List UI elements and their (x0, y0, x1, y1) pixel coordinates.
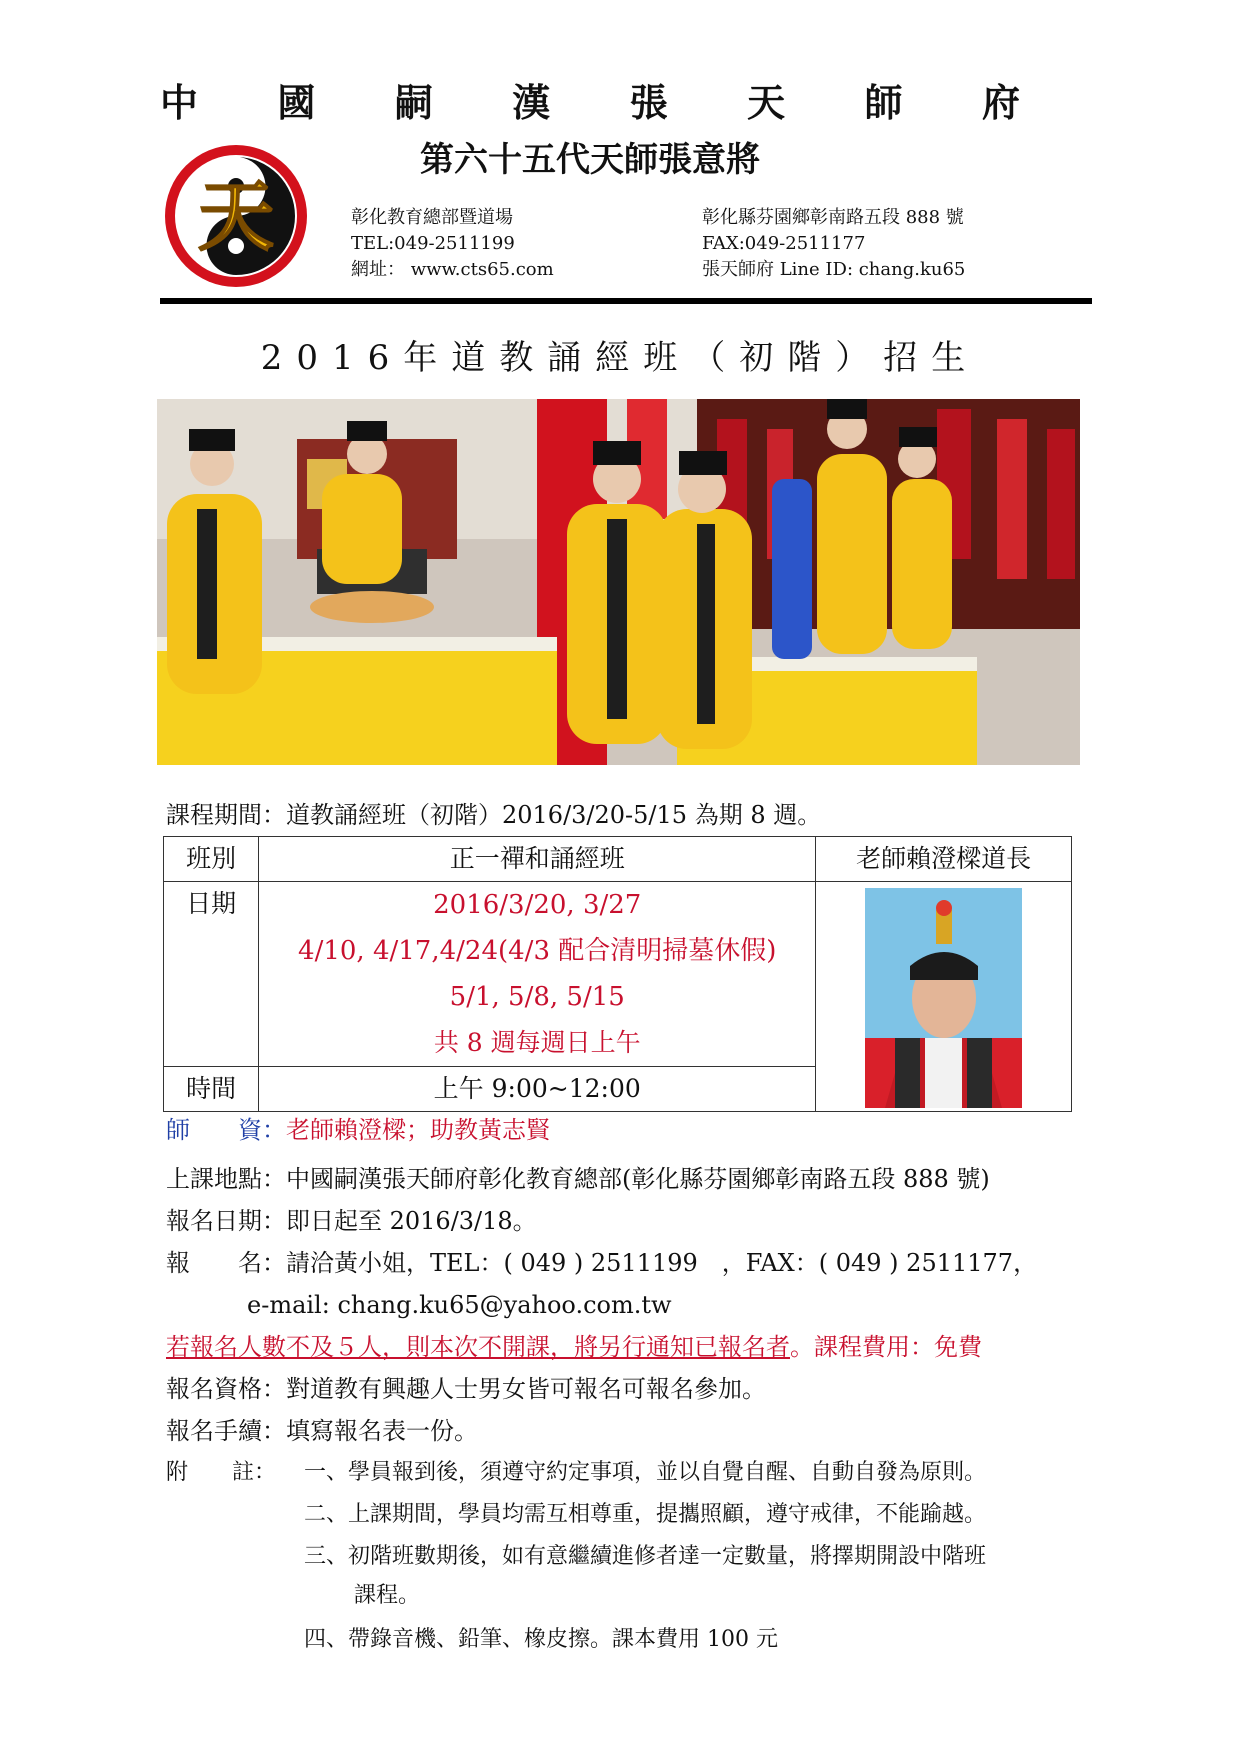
teacher-portrait (865, 888, 1022, 1108)
course-period: 課程期間：道教誦經班（初階）2016/3/20-5/15 為期 8 週。 (166, 801, 822, 829)
time-value: 上午 9:00~12:00 (259, 1067, 816, 1112)
date-line: 2016/3/20, 3/27 (433, 890, 642, 920)
table-row (164, 837, 1072, 882)
signup-date-line: 報名日期：即日起至 2016/3/18。 (166, 1207, 537, 1235)
ceremony-photo (157, 399, 1080, 765)
date-line: 4/10, 4/17,4/24(4/3 配合清明掃墓休假) (298, 936, 777, 966)
notes-label: 附 註： (166, 1460, 277, 1485)
teacher-label: 師 資： (166, 1116, 286, 1144)
contact-left (351, 205, 554, 283)
warning-text: 若報名人數不及５人，則本次不開課，將另行通知已報名者 (166, 1333, 790, 1361)
contact-line: 彰化縣芬園鄉彰南路五段 888 號 (702, 207, 964, 228)
org-char: 國 (277, 80, 316, 125)
signup-contact-line: 報 名：請洽黃小姐，TEL：( 049 ) 2511199 ，FAX：( 049 ) 2511177， (166, 1249, 1038, 1277)
note-line: 三、初階班數期後，如有意繼續進修者達一定數量，將擇期開設中階班 (304, 1544, 987, 1569)
procedure-line: 報名手續：填寫報名表一份。 (166, 1417, 478, 1445)
note-line: 課程。 (354, 1583, 421, 1608)
header-rule (160, 298, 1092, 304)
fee-text: 。課程費用：免費 (790, 1333, 982, 1361)
contact-right (702, 205, 965, 283)
schedule-table (163, 836, 1072, 1112)
document-title: 2016年道教誦經班（初階）招生 (260, 338, 980, 378)
date-values (259, 882, 816, 1067)
org-char: 漢 (512, 80, 551, 125)
date-label: 日期 (164, 882, 259, 1067)
teacher-photo-cell (816, 882, 1072, 1112)
org-char: 張 (629, 80, 668, 125)
contact-line: TEL:049-2511199 (351, 233, 515, 254)
org-char: 府 (981, 80, 1020, 125)
org-char: 師 (864, 80, 903, 125)
header-class: 班別 (164, 837, 259, 882)
lineage-title: 第六十五代天師張意將 (420, 140, 760, 180)
org-char: 天 (747, 80, 786, 125)
contact-line: 彰化教育總部暨道場 (351, 207, 513, 228)
eligibility-line: 報名資格：對道教有興趣人士男女皆可報名可報名參加。 (166, 1375, 766, 1403)
time-label: 時間 (164, 1067, 259, 1112)
contact-line: 張天師府 Line ID: chang.ku65 (702, 259, 966, 280)
contact-line: FAX:049-2511177 (702, 233, 866, 254)
logo-char: 天 (198, 172, 274, 261)
org-title (160, 78, 1020, 128)
note-line: 四、帶錄音機、鉛筆、橡皮擦。課本費用 100 元 (304, 1627, 778, 1652)
tianshi-logo (163, 143, 309, 289)
warning-line (166, 1329, 982, 1365)
header-class-name: 正一禪和誦經班 (259, 837, 816, 882)
email-line: e-mail: chang.ku65@yahoo.com.tw (247, 1291, 672, 1319)
location-line: 上課地點：中國嗣漢張天師府彰化教育總部(彰化縣芬園鄉彰南路五段 888 號) (166, 1165, 990, 1193)
date-line: 共 8 週每週日上午 (433, 1028, 641, 1057)
table-row (164, 882, 1072, 1067)
note-line: 一、學員報到後，須遵守約定事項，並以自覺自醒、自動自發為原則。 (304, 1460, 987, 1485)
org-char: 嗣 (394, 80, 433, 125)
header-teacher: 老師賴澄樑道長 (816, 837, 1072, 882)
date-line: 5/1, 5/8, 5/15 (449, 982, 625, 1012)
contact-line: 網址： www.cts65.com (351, 259, 554, 280)
note-line: 二、上課期間，學員均需互相尊重，提攜照顧，遵守戒律，不能踰越。 (304, 1502, 987, 1527)
teacher-value: 老師賴澄樑；助教黃志賢 (286, 1116, 550, 1144)
teacher-line (166, 1112, 550, 1148)
org-char: 中 (160, 80, 199, 125)
